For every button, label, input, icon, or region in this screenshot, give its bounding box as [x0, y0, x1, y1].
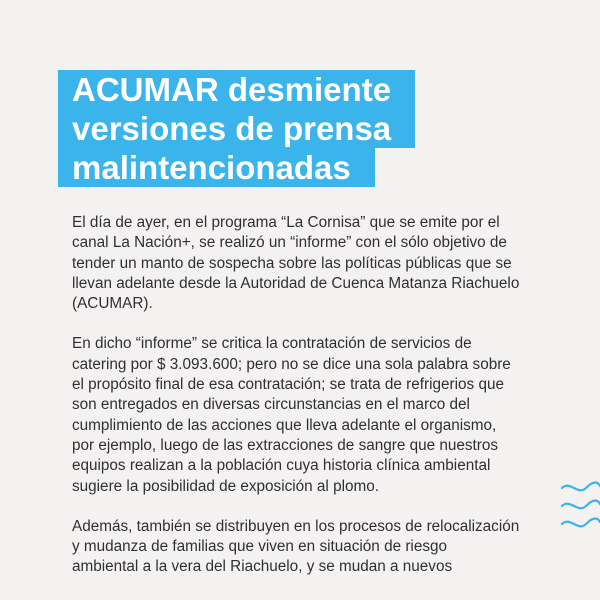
title-line-1: ACUMAR desmiente: [58, 70, 415, 109]
paragraph-line: son entregados en diversas circunstancias en el marco del: [72, 396, 470, 414]
title-line-3: malintencionadas: [58, 148, 375, 187]
wave-lines-icon: [560, 478, 600, 538]
paragraph-line: En dicho “informe” se critica la contratación de servicios de: [72, 335, 472, 353]
paragraph-3: [72, 517, 552, 578]
title-line-2: versiones de prensa: [58, 109, 415, 148]
paragraph-line: (ACUMAR).: [72, 295, 153, 313]
article-body: [72, 213, 552, 598]
paragraph-1: [72, 213, 552, 314]
page-title: [58, 70, 415, 187]
paragraph-line: sugiere la posibilidad de exposición al plomo.: [72, 477, 379, 495]
paragraph-line: llevan adelante desde la Autoridad de Cuenca Matanza Riachuelo: [72, 274, 520, 292]
paragraph-line: canal La Nación+, se realizó un “informe” con el sólo objetivo de: [72, 234, 507, 252]
paragraph-line: y mudanza de familias que viven en situación de riesgo: [72, 538, 447, 556]
paragraph-line: Además, también se distribuyen en los procesos de relocalización: [72, 517, 520, 535]
paragraph-line: por ejemplo, luego de las extracciones de sangre que nuestros: [72, 436, 499, 454]
paragraph-line: catering por $ 3.093.600; pero no se dice una sola palabra sobre: [72, 355, 511, 373]
paragraph-line: el propósito final de esa contratación; se trata de refrigerios que: [72, 376, 504, 394]
paragraph-line: cumplimiento de las acciones que lleva adelante el organismo,: [72, 416, 497, 434]
paragraph-2: [72, 334, 552, 496]
paragraph-line: El día de ayer, en el programa “La Cornisa” que se emite por el: [72, 214, 500, 231]
paragraph-line: ambiental a la vera del Riachuelo, y se mudan a nuevos: [72, 558, 453, 576]
paragraph-line: equipos realizan a la población cuya historia clínica ambiental: [72, 457, 491, 475]
paragraph-line: tender un manto de sospecha sobre las políticas públicas que se: [72, 254, 512, 272]
